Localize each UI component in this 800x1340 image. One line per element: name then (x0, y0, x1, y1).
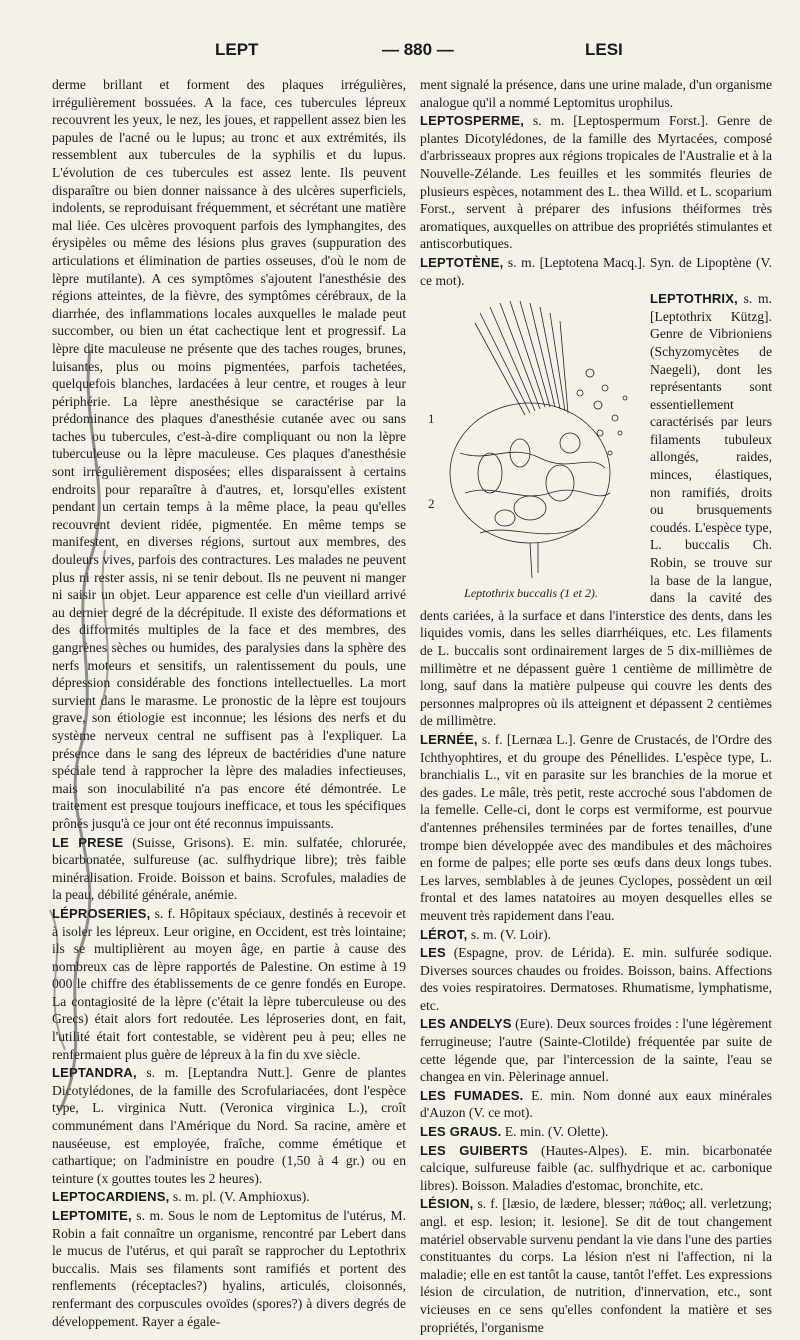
headword: LEPTOTHRIX, (650, 291, 738, 307)
running-header (60, 40, 760, 64)
header-right-word: LESI (585, 40, 623, 59)
entry-text: s. m. pl. (V. Amphioxus). (169, 1189, 310, 1205)
entry-text: E. min. Nom donné aux eaux minérales d'Auzon (V. ce mot). (420, 1087, 772, 1121)
page-number: — 880 — (382, 40, 454, 59)
entry-les-andelys (420, 1015, 772, 1085)
entry-lernee (420, 731, 772, 925)
entry-les-fumades (420, 1087, 772, 1122)
entry-text: s. m. Sous le nom de Leptomitus de l'utérus, M. Robin a fait connaître un organisme, rencontré par Lebert dans le mucus de l'utérus, et qui paraît se rapprocher du Leptothrix buccalis. Mais ses filaments sont ramifiés et portent des renflements (réceptacles?) hyalins, articulés, cloisonnés, renfermant des corpuscules ovoïdes (spores?) à divers degrés de développement. Rayer a égale- (52, 1208, 406, 1329)
leptothrix-figure (420, 293, 642, 603)
figure-label-1: 1 (428, 411, 435, 427)
headword: LÉROT, (420, 926, 468, 942)
entry-les-graus (420, 1123, 772, 1141)
entry-text: s. f. Hôpitaux spéciaux, destinés à recevoir et à isoler les lépreux. Leur origine, en Occident, est très lointaine; ils se multiplièrent au moyen âge, en partie à cause des nombreux cas de lèpre rapportés de Palestine. On estime à 19 000 le chiffre des établissements de ce genre fondés en Europe. La contagiosité de la lèpre (c'était la lèpre tuberculeuse ou des Grecs) était alors fort redoutée. Les léproseries dont, en fait, l'utilité était fort contestable, se vidèrent peu à peu; elles ne renfermaient plus guère de lépreux à la fin du xve siècle. (52, 905, 406, 1062)
headword: LES ANDELYS (420, 1016, 512, 1032)
entry-leptosperme (420, 112, 772, 253)
headword: LEPTANDRA, (52, 1065, 137, 1081)
entry-text: (Espagne, prov. de Lérida). E. min. sulfurée sodique. Diverses sources chaudes ou froides. Boisson, bains. Affections des voies respiratoires. Dermatoses. Rhumatisme, lymphatisme, etc. (420, 945, 772, 1013)
entry-lepre-continued: derme brillant et forment des plaques irrégulières, irrégulièrement bossuées. A la face, ces tubercules lépreux recouvrent les yeux, le nez, les joues, et rappellent assez bien les papules de l'acné ou le lupus; au tronc et aux extrémités, ils ressemblent aux tubercules de la syphilis et du lupus. L'évolution de ces tubercules est assez lente. Ils peuvent disparaître ou bien donner naissance à des ulcères superficiels, indolents, se reproduisant fréquemment, et sécrétant une matière mal liée. Ces ulcères provoquent parfois des lymphangites, des érysipèles ou même des lésions plus graves (suppuration des articulations et élimination de parties osseuses, d'où le nom de lèpre mutilante). A ces symptômes s'ajoutent l'anesthésie des régions atteintes, de la fièvre, des symptômes cérébraux, de la diarrhée, des inflammations locales auxquelles le malade peut succomber, ou bien un état cachectique lent et progressif. La lèpre dite maculeuse ne présente que des taches rouges, brunes, luisantes, plus ou moins pigmentées, parfois tachetées, quelquefois blanches, lardacées à leur centre, et rouges à leur périphérie. La lèpre anesthésique se caractérise par la prédominance des plaques d'anesthésie cutanée avec ou sans taches ou tubercules, c'est-à-dire compliquant ou non la lèpre tuberculeuse ou la lèpre maculeuse. Ces plaques d'anesthésie sont irrégulièrement disposées; elles disparaissent à certains endroits pour reparaître à d'autres, et, lorsqu'elles existent pendant un certain temps à la même place, la peau qu'elles recouvrent devient ridée, pigmentée. En même temps se manifestent, en diverses régions, surtout aux membres, des douleurs vives, parfois des contractures. Les malades ne peuvent plus ni rester assis, ni se tenir debout. Ils ne peuvent ni manger ni saisir un objet. Leur apparence est celle d'un vieillard arrivé au dernier degré de la décrépitude. Il existe des déformations et des difformités multiples de la face et des membres, des gangrènes sèches ou humides, des paralysies dans la sphère des nerfs moteurs et sensitifs, un ralentissement du pouls, une dépression considérable des fonctions intellectuelles. La mort survient dans le marasme. Le pronostic de la lèpre est toujours grave, son étiologie est inconnue; les lésions des nerfs et du système nerveux central ne suffisent pas à l'expliquer. La présence dans le sang des lépreux de bactéridies d'une nature spéciale tend à rapprocher la lèpre des maladies infectieuses, mais son inoculabilité n'a pas encore été démontrée. Le traitement est presque toujours inefficace, et tous les spécifiques prônés jusqu'à ce jour ont été reconnus impuissants. (52, 77, 406, 831)
entry-leptotene (420, 254, 772, 289)
headword: LES GUIBERTS (420, 1142, 529, 1158)
entry-les-guiberts (420, 1142, 772, 1195)
entry-text: s. m. [Leptospermum Forst.]. Genre de plantes Dicotylédones, de la famille des Myrtacées, composé d'arbrisseaux propres aux régions tropicales de l'Australie et à la Nouvelle-Zélande. Les feuilles et les sommités fleuries de plusieurs espèces, notamment des L. thea Willd. et L. scoparium Forst., servent à préparer des infusions théiformes très aromatiques, auxquelles on attribue des propriétés stimulantes et antiscorbutiques. (420, 113, 772, 252)
entry-text: s. m. [Leptandra Nutt.]. Genre de plantes Dicotylédones, de la famille des Scrofulariacées, dont l'espèce type, L. virginica Nutt. (Veronica virginica L.), croît communément dans l'Amérique du Nord. Sa racine, amère et nauséeuse, est employée, fraîche, comme émétique et cathartique; on l'administre en poudre (1,50 à 4 gr.) ou en teinture (x gouttes toutes les 2 heures). (52, 1065, 406, 1186)
entry-text: (Eure). Deux sources froides : l'une légèrement ferrugineuse; l'autre (Sainte-Clotilde) fréquentée par suite de cette légende que, par l'intercession de la sainte, l'eau se changea en vin. Pèlerinage annuel. (420, 1016, 772, 1085)
headword: LÉSION, (420, 1196, 474, 1212)
entry-text: E. min. (V. Olette). (501, 1124, 609, 1140)
headword: LEPTOTÈNE, (420, 254, 504, 270)
entry-lerot (420, 926, 772, 944)
entry-text: s. f. [Lernæa L.]. Genre de Crustacés, de l'Ordre des Ichthyophtires, et du groupe des Pénellides. L'espèce type, L. branchialis L., vit en parasite sur les branchies de la morue et des gades. Le mâle, très petit, reste accroché sous l'abdomen de la femelle. Celle-ci, dont le corps est vermiforme, est pourvue d'antennes préhensiles terminées par de fortes tenailles, d'une trompe bien développée avec des mandibules et des mâchoires en forme de palpes; elle porte ses œufs dans deux longs tubes. Les larves, semblables à de jeunes Cyclopes, possèdent un œil frontal et des lames natatoires au moyen desquelles elles se meuvent très rapidement dans l'eau. (420, 731, 772, 923)
headword: LEPTOMITE, (52, 1208, 132, 1223)
right-column (420, 76, 772, 1335)
leptothrix-illustration (420, 293, 642, 583)
headword: LEPTOCARDIENS, (52, 1189, 170, 1205)
entry-leproseries (52, 905, 406, 1063)
headword: LEPTOSPERME, (420, 113, 525, 129)
entry-leptandra (52, 1064, 406, 1187)
entry-leptomite-continued: ment signalé la présence, dans une urine malade, d'un organisme analogue qu'il a nommé Leptomitus urophilus. (420, 77, 772, 110)
entry-les (420, 944, 772, 1014)
entry-text: s. f. [læsio, de lædere, blesser; πάθος; all. verletzung; angl. et esp. lesion; it. lesione]. Se dit de tout changement matériel observable survenu pendant la vie dans l'une des parties constituantes du corps. La lésion n'est ni l'affection, ni la maladie; elle en est tantôt la cause, tantôt l'effet. Les expressions lésion de circulation, de nutrition, d'innervation, etc., sont vicieuses en ce sens qu'elles confondent la matière et ses propriétés, l'organisme (420, 1196, 772, 1335)
entry-text: (Suisse, Grisons). E. min. sulfatée, chlorurée, bicarbonatée, sulfureuse (ac. sulfhydrique libre); très faible minéralisation. Froide. Boisson et bains. Scrofules, maladies de la peau, débilité générale, anémie. (52, 834, 406, 903)
headword: LÉPROSERIES, (52, 905, 151, 921)
entry-le-prese (52, 834, 406, 904)
headword: LES GRAUS. (420, 1124, 502, 1140)
headword: LES (420, 945, 446, 961)
headword: LERNÉE, (420, 731, 478, 747)
figure-label-2: 2 (428, 496, 435, 512)
entry-text: (Hautes-Alpes). E. min. bicarbonatée calcique, sulfureuse faible (ac. sulfhydrique et ac. carbonique libres). Boisson. Maladies d'estomac, bronchite, etc. (420, 1142, 772, 1193)
entry-leptomite (52, 1207, 406, 1330)
entry-text: s. m. [Leptothrix Kützg]. Genre de Vibrioniens (Schyzomycètes de Naegeli), dont les représentants sont essentiellement caractérisés par leurs filaments tubuleux allongés, raides, minces, élastiques, non ramifiés, droits ou brusquements coudés. L'espèce type, L. buccalis Ch. Robin, se trouve sur la base de la langue, dans la cavité des dents cariées, à la surface et dans l'interstice des dents, dans les liquides vomis, dans les selles diarrhéiques, etc. Les filaments de L. buccalis sont ordinairement larges de 5 dix-millièmes de millimètre et ne dépassent guère 1 centième de millimètre de long, sauf dans la matière pulpeuse qui couvre les dents des personnes malpropres où ils atteignent et dépassent 2 centièmes de millimètre. (420, 291, 772, 729)
headword: LES FUMADES. (420, 1087, 524, 1103)
entry-lesion (420, 1195, 772, 1336)
entry-text: s. m. (V. Loir). (467, 926, 552, 942)
header-left-word: LEPT (215, 40, 259, 59)
figure-caption: Leptothrix buccalis (1 et 2). (464, 586, 598, 601)
entry-leptocardiens (52, 1188, 406, 1206)
left-column (52, 76, 406, 1329)
headword: LE PRESE (52, 834, 124, 850)
entry-text: s. m. [Leptotena Macq.]. Syn. de Lipoptène (V. ce mot). (420, 254, 772, 288)
